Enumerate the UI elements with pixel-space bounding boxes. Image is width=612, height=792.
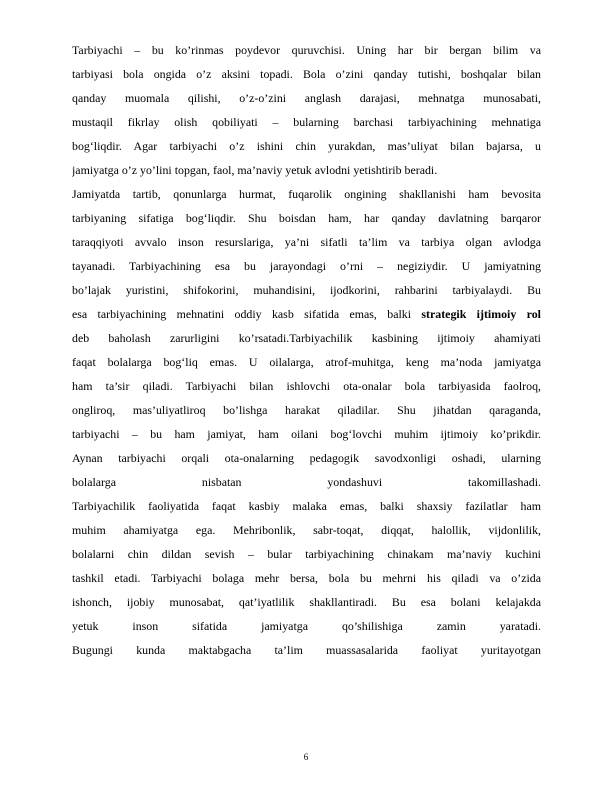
text-line: ham ta’sir qiladi. Tarbiyachi bilan ishlovchi ota-onalar bola tarbiyasida faolroq,: [72, 379, 541, 393]
text-line: Bugungi kunda maktabgacha ta’lim muassasalarida faoliyat yuritayotgan: [72, 643, 541, 657]
paragraph-1: [72, 38, 541, 182]
text-line: Aynan tarbiyachi orqali ota-onalarning pedagogik savodxonligi oshadi, ularning: [72, 451, 541, 465]
document-body: [72, 38, 541, 662]
text-line: ishonch, ijobiy munosabat, qat’iyatlilik shakllantiradi. Bu esa bolani kelajakda: [72, 595, 541, 609]
text-line: Jamiyatda tartib, qonunlarga hurmat, fuqarolik ongining shakllanishi ham bevosita: [72, 187, 541, 201]
page-number: 6: [303, 752, 309, 762]
text-line: deb baholash zarurligini ko’rsatadi.Tarbiyachilik kasbining ijtimoiy ahamiyati: [72, 331, 541, 345]
text-line: bog‘liqdir. Agar tarbiyachi o’z ishini chin yurakdan, mas’uliyat bilan bajarsa, u: [72, 139, 541, 153]
text-line: Tarbiyachi – bu ko’rinmas poydevor quruvchisi. Uning har bir bergan bilim va: [72, 43, 541, 57]
text-line: Tarbiyachilik faoliyatida faqat kasbiy malaka emas, balki shaxsiy fazilatlar ham: [72, 499, 541, 513]
text-line: tarbiyaning sifatiga bog‘liqdir. Shu boisdan ham, har qanday davlatning barqaror: [72, 211, 541, 225]
text-line: taraqqiyoti avvalo inson resurslariga, ya’ni sifatli ta’lim va tarbiya olgan avlodga: [72, 235, 541, 249]
text-line: muhim ahamiyatga ega. Mehribonlik, sabr-toqat, diqqat, halollik, vijdonlilik,: [72, 523, 541, 537]
text-line: tarbiyachi – bu ham jamiyat, ham oilani bog‘lovchi muhim ijtimoiy ko’prikdir.: [72, 427, 541, 441]
text-line: bolalarga nisbatan yondashuvi takomillashadi.: [72, 475, 541, 489]
text-line: bolalarni chin dildan sevish – bular tarbiyachining chinakam ma’naviy kuchini: [72, 547, 541, 561]
text-line-with-emphasis: [72, 302, 541, 326]
paragraph-2: [72, 182, 541, 662]
text-line: qanday muomala qilishi, o’z-o’zini anglash darajasi, mehnatga munosabati,: [72, 91, 541, 105]
text-line: mustaqil fikrlay olish qobiliyati – bularning barchasi tarbiyachining mehnatiga: [72, 115, 541, 129]
text-line: tayanadi. Tarbiyachining esa bu jarayondagi o’rni – negiziydir. U jamiyatning: [72, 259, 541, 273]
text-line: tashkil etadi. Tarbiyachi bolaga mehr bersa, bola bu mehrni his qiladi va o’zida: [72, 571, 541, 585]
text-segment: esa tarbiyachining mehnatini oddiy kasb sifatida emas, balki: [72, 307, 422, 321]
text-line: faqat bolalarga bog‘liq emas. U oilalarga, atrof-muhitga, keng ma’noda jamiyatga: [72, 355, 541, 369]
bold-phrase: strategik ijtimoiy rol: [421, 307, 541, 321]
text-line: tarbiyasi bola ongida o’z aksini topadi. Bola o’zini qanday tutishi, boshqalar bilan: [72, 67, 541, 81]
text-line: ongliroq, mas’uliyatliroq bo’lishga harakat qiladilar. Shu jihatdan qaraganda,: [72, 403, 541, 417]
text-line: yetuk inson sifatida jamiyatga qo’shilishiga zamin yaratadi.: [72, 619, 541, 633]
text-line: bo’lajak yuristini, shifokorini, muhandisini, ijodkorini, rahbarini tarbiyalaydi. Bu: [72, 283, 541, 297]
text-line: jamiyatga o’z yo’lini topgan, faol, ma’naviy yetuk avlodni yetishtirib beradi.: [72, 163, 438, 177]
